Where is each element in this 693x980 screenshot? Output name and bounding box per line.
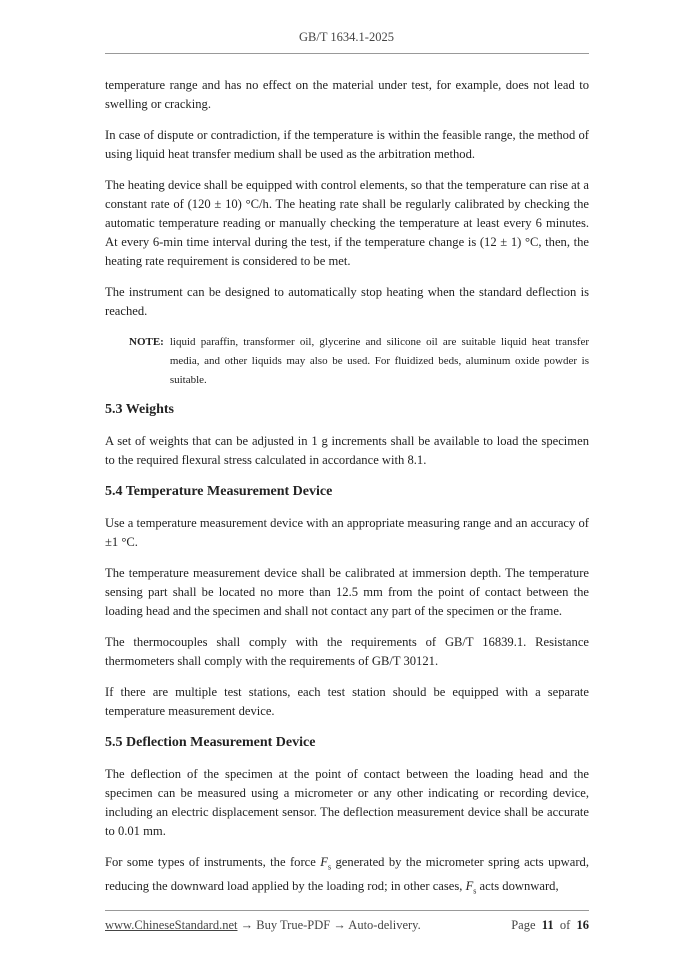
section-title-5-5: 5.5 Deflection Measurement Device [105, 735, 316, 750]
subscript: s [327, 862, 332, 872]
page-indicator [511, 918, 589, 933]
text-run: acts downward, [476, 878, 559, 893]
symbol-F: F [465, 878, 474, 893]
page-number: 11 [541, 918, 554, 932]
symbol-F: F [320, 855, 328, 869]
of-word: of [559, 918, 571, 932]
note-label: NOTE: [129, 336, 164, 348]
text-run: For some types of instruments, the force [105, 855, 321, 869]
page-word: Page [511, 918, 536, 932]
site-link[interactable]: www.ChineseStandard.net [105, 918, 238, 932]
page-header: GB/T 1634.1-2025 [299, 30, 394, 44]
paragraph: A set of weights that can be adjusted in 1 g increments shall be available to load the specimen to the required flexural stress calculated in accordance with 8.1. [105, 434, 589, 467]
header-divider [105, 53, 589, 54]
section-title-5-4: 5.4 Temperature Measurement Device [105, 484, 333, 499]
subscript: s [473, 886, 477, 896]
paragraph: The temperature measurement device shall be calibrated at immersion depth. The temperature sensing part shall be located no more than 12.5 mm from the point of contact between the loading head and the specimen and shall not contact any part of the specimen or the frame. [105, 566, 589, 618]
paragraph: If there are multiple test stations, each test station should be equipped with a separate temperature measurement device. [105, 685, 589, 718]
paragraph: The instrument can be designed to automatically stop heating when the standard deflection is reached. [105, 285, 589, 318]
page-content [105, 76, 589, 912]
paragraph: temperature range and has no effect on the material under test, for example, does not lead to swelling or cracking. [105, 78, 589, 111]
section-title-5-3: 5.3 Weights [105, 402, 174, 417]
footer-left [105, 918, 421, 933]
note-text: liquid paraffin, transformer oil, glycerine and silicone oil are suitable liquid heat transfer media, and other liquids may also be used. For fluidized beds, aluminum oxide powder is suitable. [169, 336, 589, 386]
paragraph: The heating device shall be equipped with control elements, so that the temperature can rise at a constant rate of (120 ± 10) °C/h. The heating rate shall be regularly calibrated by checking the automatic temperature reading or manually checking the temperature at least every 6 minutes. At every 6-min time interval during the test, if the temperature change is (12 ± 1) °C, then, the heating rate requirement is considered to be met. [105, 178, 589, 268]
footer-divider [105, 910, 589, 911]
text-run: generated by the micrometer spring acts upward, reducing the downward load applied by the loading rod; in other cases, [105, 855, 589, 893]
paragraph: Use a temperature measurement device with an appropriate measuring range and an accuracy of ±1 °C. [105, 516, 589, 549]
note-block [129, 333, 589, 390]
page-footer [105, 918, 589, 933]
paragraph: The thermocouples shall comply with the requirements of GB/T 16839.1. Resistance thermometers shall comply with the requirements of GB/T 30121. [105, 635, 589, 668]
paragraph: In case of dispute or contradiction, if the temperature is within the feasible range, the method of using liquid heat transfer medium shall be used as the arbitration method. [105, 128, 589, 161]
page-total: 16 [576, 918, 589, 932]
paragraph [105, 853, 589, 900]
paragraph: The deflection of the specimen at the point of contact between the loading head and the specimen can be measured using a micrometer or any other indicating or recording device, including an electric displacement sensor. The deflection measurement device shall be accurate to 0.01 mm. [105, 767, 589, 838]
footer-tail: → Buy True-PDF → Auto-delivery. [237, 918, 421, 932]
